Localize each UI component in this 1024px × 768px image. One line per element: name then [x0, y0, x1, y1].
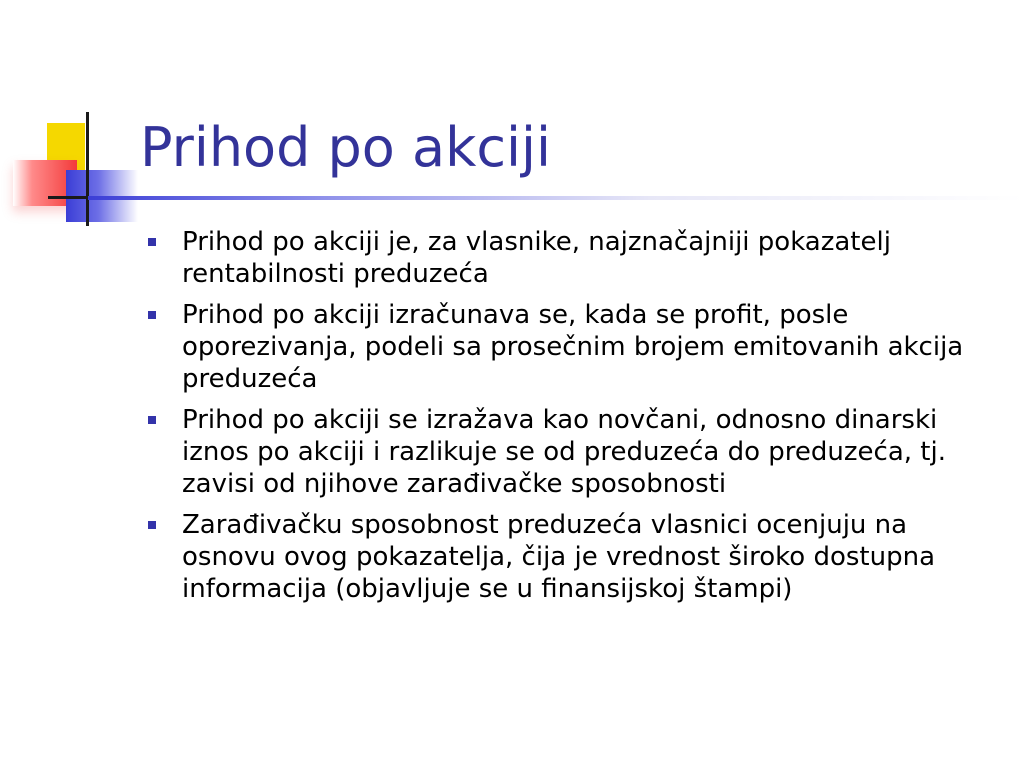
bullet-text: Zarađivačku sposobnost preduzeća vlasnici ocenjuju na osnovu ovog pokazatelja, čija je vrednost široko dostupna informacija (objavljuje se u finansijskoj štampi)	[182, 510, 936, 604]
bullet-text: Prihod po akciji se izražava kao novčani, odnosno dinarski iznos po akciji i razlikuje se od preduzeća do preduzeća, tj. zavisi od njihove zarađivačke sposobnosti	[182, 405, 946, 499]
bullet-text: Prihod po akciji izračunava se, kada se profit, posle oporezivanja, podeli sa prosečnim brojem emitovanih akcija preduzeća	[182, 300, 964, 394]
bullet-item	[142, 299, 1002, 395]
bullet-item	[142, 226, 1002, 290]
vertical-line	[86, 112, 89, 226]
bullet-list	[142, 226, 1002, 614]
title-underline	[88, 196, 1024, 200]
slide-title: Prihod po akciji	[140, 116, 552, 179]
square-bullet-icon	[148, 416, 156, 424]
square-bullet-icon	[148, 311, 156, 319]
square-bullet-icon	[148, 238, 156, 246]
bullet-item	[142, 404, 1002, 500]
color-blocks-logo	[0, 0, 160, 240]
bullet-item	[142, 509, 1002, 605]
bullet-text: Prihod po akciji je, za vlasnike, najznačajniji pokazatelj rentabilnosti preduzeća	[182, 227, 891, 289]
square-bullet-icon	[148, 521, 156, 529]
